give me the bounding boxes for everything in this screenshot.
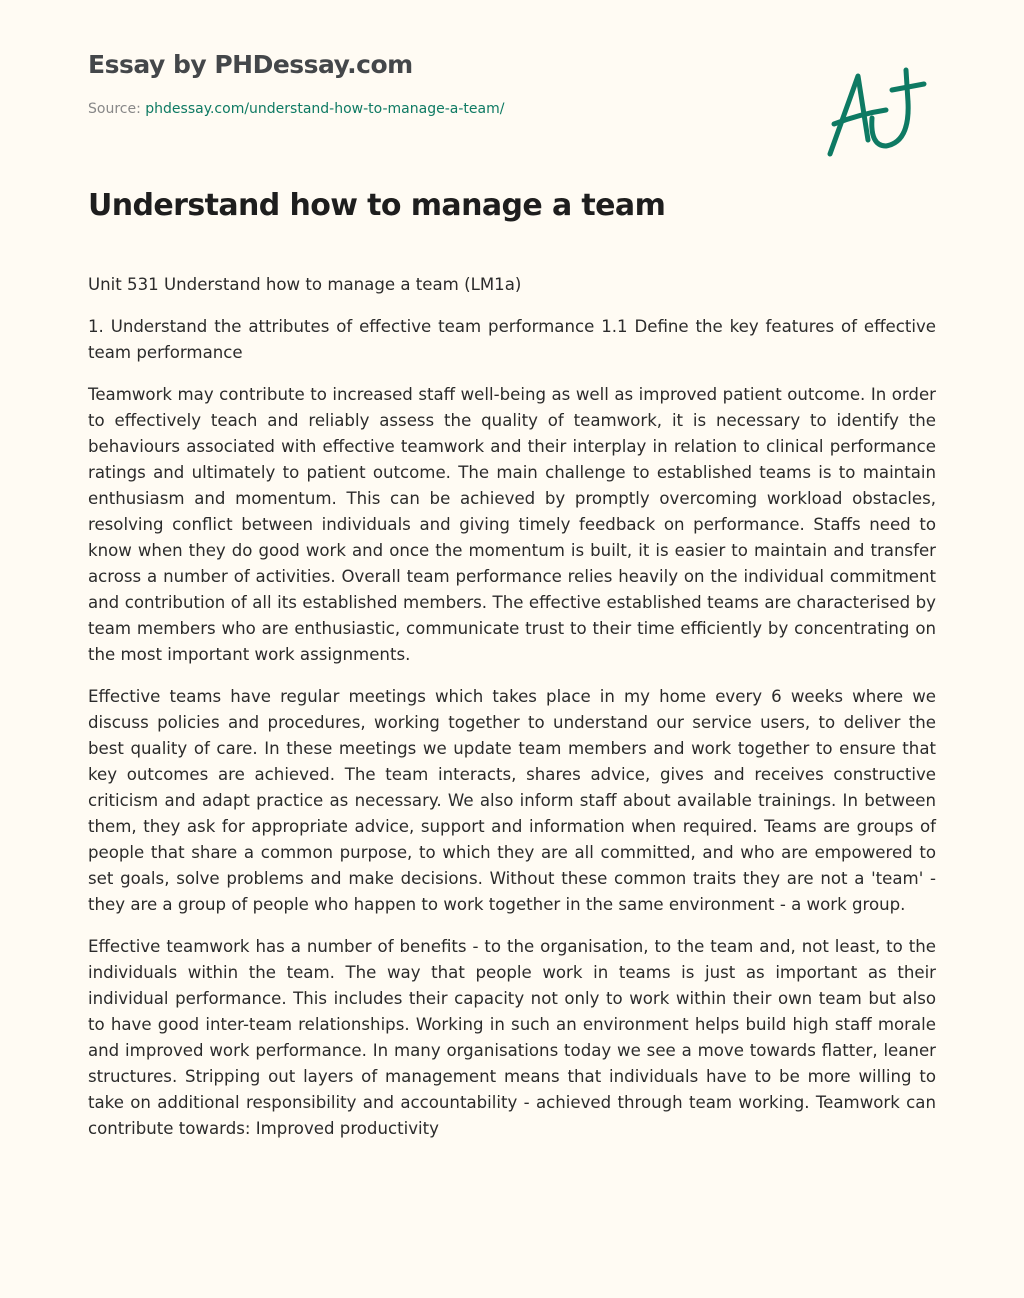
a-plus-logo-icon bbox=[820, 62, 930, 162]
essay-paragraph: Effective teams have regular meetings which takes place in my home every 6 weeks where we discuss policies and procedures, working together to understand our service users, to deliver the best quality of care. In these meetings we update team members and work together to ensure that key outcomes are achieved. The team interacts, shares advice, gives and receives constructive criticism and adapt practice as necessary. We also inform staff about available trainings. In between them, they ask for appropriate advice, support and information when required. Teams are groups of people that share a common purpose, to which they are all committed, and who are empowered to set goals, solve problems and make decisions. Without these common traits they are not a 'team' - they are a group of people who happen to work together in the same environment - a work group. bbox=[88, 687, 936, 914]
site-brand: Essay by PHDessay.com bbox=[88, 50, 413, 79]
page-title: Understand how to manage a team bbox=[88, 188, 666, 223]
essay-paragraph: 1. Understand the attributes of effective team performance 1.1 Define the key features of effective team performance bbox=[88, 317, 936, 362]
essay-paragraph: Unit 531 Understand how to manage a team (LM1a) bbox=[88, 275, 522, 294]
essay-body bbox=[88, 272, 936, 1158]
source-link[interactable]: phdessay.com/understand-how-to-manage-a-team/ bbox=[145, 101, 505, 117]
source-line bbox=[88, 101, 504, 117]
essay-paragraph: Teamwork may contribute to increased staff well-being as well as improved patient outcome. In order to effectively teach and reliably assess the quality of teamwork, it is necessary to identify the behaviours associated with effective teamwork and their interplay in relation to clinical performance ratings and ultimately to patient outcome. The main challenge to established teams is to maintain enthusiasm and momentum. This can be achieved by promptly overcoming workload obstacles, resolving conflict between individuals and giving timely feedback on performance. Staffs need to know when they do good work and once the momentum is built, it is easier to maintain and transfer across a number of activities. Overall team performance relies heavily on the individual commitment and contribution of all its established members. The effective established teams are characterised by team members who are enthusiastic, communicate trust to their time efficiently by concentrating on the most important work assignments. bbox=[88, 385, 936, 664]
essay-paragraph: Effective teamwork has a number of benefits - to the organisation, to the team and, not least, to the individuals within the team. The way that people work in teams is just as important as their individual performance. This includes their capacity not only to work within their own team but also to have good inter-team relationships. Working in such an environment helps build high staff morale and improved work performance. In many organisations today we see a move towards flatter, leaner structures. Stripping out layers of management means that individuals have to be more willing to take on additional responsibility and accountability - achieved through team working. Teamwork can contribute towards: Improved productivity bbox=[88, 937, 936, 1138]
source-label: Source: bbox=[88, 101, 141, 117]
